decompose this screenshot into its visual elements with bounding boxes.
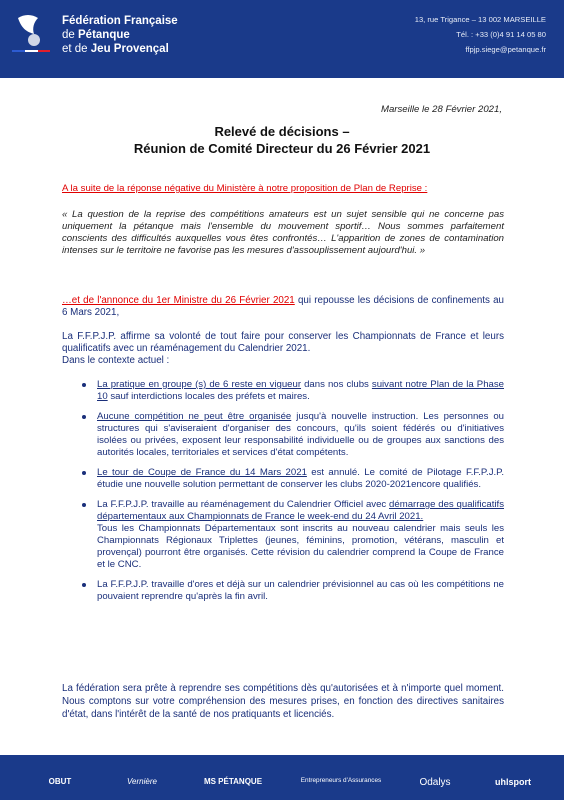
annonce-paragraph	[62, 295, 504, 319]
list-item	[80, 379, 504, 403]
title-line1: Relevé de décisions –	[214, 124, 350, 139]
annonce-red: …et de l'annonce du 1er Ministre du 26 Février 2021	[62, 295, 295, 306]
bullet-text: dans nos clubs	[301, 379, 372, 390]
sponsor-entrepreneurs: Entrepreneurs d'Assurances	[300, 777, 382, 784]
bullet-underlined: La pratique en groupe (s) de 6 reste en vigueur	[97, 379, 302, 390]
bullet-underlined-2: suivant notre Plan de la Phase 10	[97, 379, 504, 402]
sponsor-ms-petanque: MS PÉTANQUE	[203, 777, 263, 786]
list-item	[80, 411, 504, 459]
bullet-text: La F.F.P.J.P. travaille d'ores et déjà sur un calendrier prévisionnel au cas où les compétitions ne pouvaient reprendre qu'après la fin avril.	[97, 579, 504, 602]
org-line2-prefix: de	[62, 29, 78, 41]
sponsor-obut: OBUT	[48, 777, 72, 786]
sponsor-verniere: Vernière	[127, 777, 157, 786]
phone: Tél. : +33 (0)4 91 14 05 80	[456, 30, 546, 39]
bullet-icon	[82, 503, 86, 507]
list-item	[80, 467, 504, 491]
bullet-underlined: Le tour de Coupe de France du 14 Mars 2021	[97, 467, 307, 478]
letterhead	[0, 0, 564, 78]
annonce-rest: qui repousse les décisions de confinements au 6 Mars 2021,	[62, 295, 505, 319]
ffpjp-logo	[10, 10, 52, 60]
bullet-text: est annulé. Le comité de Pilotage F.F.P.J.P. étudie une nouvelle solution permettant de conserver les clubs 2020-2021encore qualifiés.	[97, 467, 504, 490]
bullet-text: jusqu'à nouvelle instruction. Les personnes ou structures qui s'aviseraient d'organiser des concours, qu'ils soient fédérés ou d'initiatives isolées ou privées, exposent leur responsabilité individuelle ou de groupes aux sanctions des autorités locales, territoriales et services d'état compétents.	[97, 411, 505, 458]
sponsor-uhlsport: uhlsport	[495, 777, 531, 787]
bullet-icon	[82, 583, 86, 587]
org-line3-bold: Jeu Provençal	[90, 43, 169, 55]
list-item	[80, 499, 504, 571]
contact-info	[415, 12, 546, 57]
ministry-quote: « La question de la reprise des compétitions amateurs est un sujet sensible qui ne concerne pas uniquement la pétanque mais l'ensemble du mouvement sportif… Nous sommes parfaitement conscients des difficultés auxquelles vous êtes confrontés… L'apparition de zones de contamination intenses sur le territoire ne favorise pas les mesures d'assouplissement aujourd'hui. »	[62, 209, 504, 256]
bullet-icon	[82, 471, 86, 475]
title-line2: Réunion de Comité Directeur du 26 Février 2021	[133, 141, 431, 156]
bullet-icon	[82, 415, 86, 419]
list-item	[80, 579, 504, 603]
affirmation-paragraph	[62, 331, 504, 368]
letter-date: Marseille le 28 Février 2021,	[380, 104, 502, 115]
org-line3-prefix: et de	[62, 43, 91, 55]
decision-list	[80, 379, 504, 611]
organization-name	[62, 14, 178, 56]
bullet-text: La F.F.P.J.P. travaille au réaménagement du Calendrier Officiel avec	[97, 499, 390, 510]
sponsor-odalys: Odalys	[419, 777, 451, 788]
intro-paragraph: A la suite de la réponse négative du Ministère à notre proposition de Plan de Reprise :	[62, 183, 428, 194]
bullet-underlined-2: démarrage des qualificatifs départementaux aux Championnats de France le week-end du 24 Avril 2021.	[97, 499, 504, 522]
org-line2-bold: Pétanque	[78, 29, 130, 41]
bullet-icon	[82, 383, 86, 387]
address: 13, rue Trigance – 13 002 MARSEILLE	[414, 15, 546, 24]
document-title	[0, 123, 564, 157]
affirm-line2: Dans le contexte actuel :	[62, 355, 170, 367]
closing-paragraph: La fédération sera prête à reprendre ses compétitions dès qu'autorisées et à n'importe quel moment. Nous comptons sur votre compréhension des mesures prises, en fonction des directives sanitaires d'état, dans l'intérêt de la santé de nos pratiquants et licenciés.	[62, 683, 504, 720]
email[interactable]: ffpjp.siege@petanque.fr	[465, 45, 546, 54]
bullet-text-2: Tous les Championnats Départementaux sont inscrits au nouveau calendrier mais seuls les Championnats Régionaux Triplettes (jeunes, féminins, promotion, vétérans, masculin et provençal) pourront être organisés. Cette révision du calendrier comprend la Coupe de France et le CNC.	[97, 523, 504, 570]
sponsor-footer	[0, 755, 564, 800]
bullet-text-2: sauf interdictions locales des préfets et maires.	[107, 391, 310, 402]
org-line1: Fédération Française	[62, 15, 178, 27]
bullet-underlined: Aucune compétition ne peut être organisée	[97, 411, 292, 422]
affirm-line1: La F.F.P.J.P. affirme sa volonté de tout faire pour conserver les Championnats de France et leurs qualificatifs avec un réaménagement du Calendrier 2021.	[62, 331, 504, 355]
